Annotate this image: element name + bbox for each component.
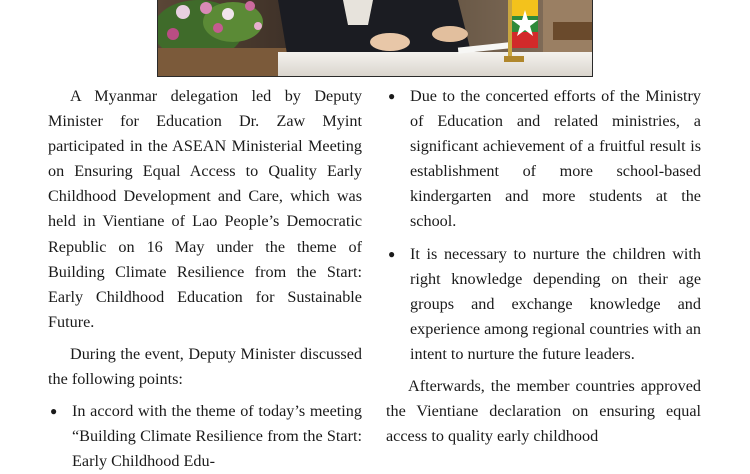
meeting-photo-image xyxy=(158,0,593,77)
left-column xyxy=(48,84,362,474)
intro-paragraph: A Myanmar delegation led by Deputy Minister for Education Dr. Zaw Myint participated in the ASEAN Ministerial Meeting on Ensuring Equal Access to Quality Early Childhood Development and Care, which was held in Vientiane of Lao People’s Democratic Republic on 16 May under the theme of Building Climate Resilience from the Start: Early Childhood Education for Sustainable Future. xyxy=(48,87,362,331)
bullet-icon: ● xyxy=(50,404,58,419)
list-item xyxy=(48,399,362,474)
list-item xyxy=(386,242,701,367)
bullet-text: Due to the concerted efforts of the Ministry of Education and related ministries, a significant achievement of a fruitful result is establishment of more school-based kindergarten and more students at the school. xyxy=(410,87,701,231)
official-icon xyxy=(278,0,473,60)
bullet-icon: ● xyxy=(388,246,396,261)
right-column xyxy=(386,84,701,449)
bullet-text: In accord with the theme of today’s meeting “Building Climate Resilience from the Start: Early Childhood Edu- xyxy=(72,402,362,471)
bullet-text: It is necessary to nurture the children with right knowledge depending on their age groups and exchange knowledge and experience among regional countries with an intent to nurture the future leaders. xyxy=(410,244,701,363)
meeting-photo xyxy=(157,0,593,77)
closing-paragraph: Afterwards, the member countries approved the Vientiane declaration on ensuring equal access to quality early childhood xyxy=(386,377,701,446)
bullet-icon: ● xyxy=(388,89,396,103)
list-item xyxy=(386,84,701,235)
discussion-paragraph: During the event, Deputy Minister discussed the following points: xyxy=(48,344,362,389)
